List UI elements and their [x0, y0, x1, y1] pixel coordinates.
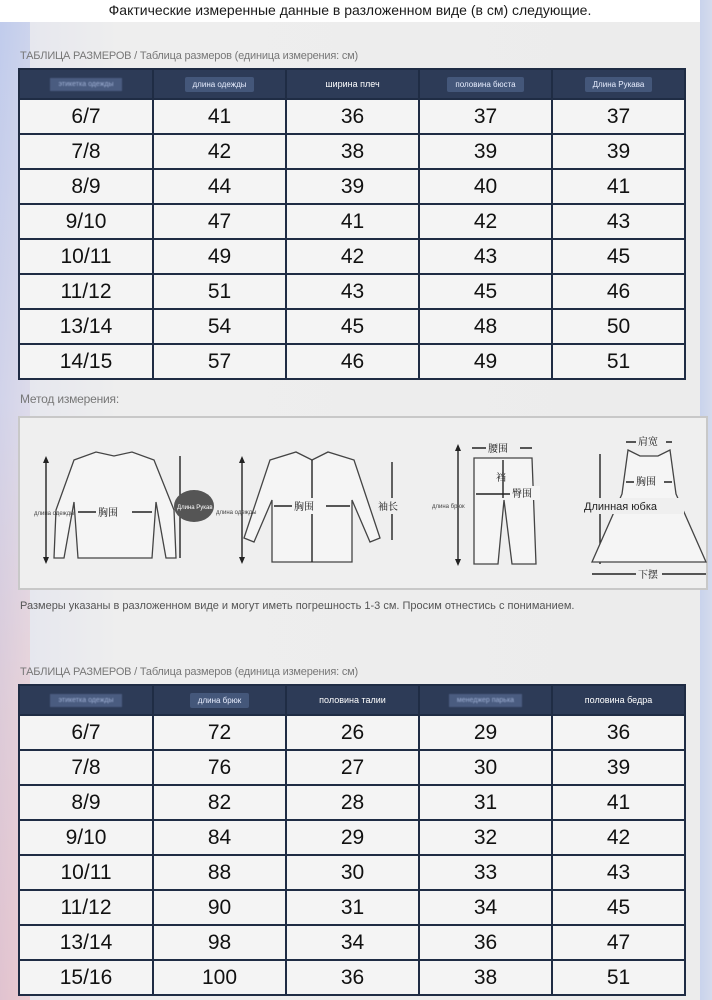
measurement-cell: 39	[419, 134, 552, 169]
measurement-cell: 30	[286, 855, 419, 890]
measurement-cell: 54	[153, 309, 286, 344]
table-row	[19, 785, 685, 820]
measurement-cell: 27	[286, 750, 419, 785]
svg-text:Длина Рукав: Длина Рукав	[177, 505, 213, 511]
svg-text:Длинная юбка: Длинная юбка	[584, 501, 658, 513]
header-cell: длина одежды	[153, 69, 286, 99]
measurement-cell: 29	[286, 820, 419, 855]
measurement-cell: 72	[153, 715, 286, 750]
measurement-cell: 28	[286, 785, 419, 820]
table-row	[19, 99, 685, 134]
size-label-cell: 9/10	[19, 204, 153, 239]
measurement-cell: 33	[419, 855, 552, 890]
measurement-cell: 26	[286, 715, 419, 750]
size-label-cell: 10/11	[19, 855, 153, 890]
tolerance-note: Размеры указаны в разложенном виде и могут иметь погрешность 1-3 см. Просим отнестись с пониманием.	[20, 600, 575, 612]
measurement-method-panel	[18, 416, 708, 590]
measurement-cell: 38	[419, 960, 552, 995]
table-row	[19, 715, 685, 750]
header-cell: половина талии	[286, 685, 419, 715]
pants-diagram	[432, 436, 552, 576]
measurement-cell: 88	[153, 855, 286, 890]
header-cell: менеджер парька	[419, 685, 552, 715]
measurement-cell: 29	[419, 715, 552, 750]
measurement-cell: 40	[419, 169, 552, 204]
measurement-cell: 30	[419, 750, 552, 785]
svg-text:胸围: 胸围	[98, 508, 118, 519]
measurement-cell: 100	[153, 960, 286, 995]
size-label-cell: 15/16	[19, 960, 153, 995]
header-cell: длина брюк	[153, 685, 286, 715]
measurement-cell: 42	[552, 820, 685, 855]
size-label-cell: 6/7	[19, 715, 153, 750]
measurement-cell: 51	[153, 274, 286, 309]
svg-text:длина одежды: длина одежды	[34, 511, 75, 517]
size-label-cell: 13/14	[19, 309, 153, 344]
table-row	[19, 925, 685, 960]
table-header-row	[19, 69, 685, 99]
measurement-cell: 38	[286, 134, 419, 169]
header-cell: половина бедра	[552, 685, 685, 715]
table-row	[19, 820, 685, 855]
measurement-cell: 36	[552, 715, 685, 750]
measurement-cell: 31	[419, 785, 552, 820]
measurement-cell: 32	[419, 820, 552, 855]
measurement-cell: 37	[552, 99, 685, 134]
shirt-diagram	[216, 440, 400, 570]
svg-text:下摆: 下摆	[638, 570, 658, 581]
measurement-cell: 48	[419, 309, 552, 344]
measurement-cell: 57	[153, 344, 286, 379]
size-label-cell: 14/15	[19, 344, 153, 379]
svg-text:胸围: 胸围	[294, 502, 314, 513]
size-label-cell: 8/9	[19, 785, 153, 820]
measurement-cell: 41	[552, 785, 685, 820]
measurement-cell: 37	[419, 99, 552, 134]
measurement-cell: 90	[153, 890, 286, 925]
size-label-cell: 10/11	[19, 239, 153, 274]
size-label-cell: 7/8	[19, 134, 153, 169]
measurement-cell: 39	[552, 134, 685, 169]
header-cell: этикетка одежды	[19, 69, 153, 99]
header-cell: половина бюста	[419, 69, 552, 99]
svg-text:腰围: 腰围	[488, 444, 508, 455]
table-row	[19, 274, 685, 309]
measurement-cell: 39	[552, 750, 685, 785]
svg-text:длина одежды: длина одежды	[216, 510, 257, 516]
measurement-cell: 98	[153, 925, 286, 960]
page-header: Фактические измеренные данные в разложенном виде (в см) следующие.	[0, 0, 700, 22]
header-cell: этикетка одежды	[19, 685, 153, 715]
measurement-cell: 45	[552, 239, 685, 274]
measurement-cell: 31	[286, 890, 419, 925]
table-row	[19, 309, 685, 344]
bottom-size-table	[18, 684, 686, 996]
svg-text:臀围: 臀围	[512, 489, 532, 500]
measurement-cell: 36	[286, 960, 419, 995]
measurement-cell: 47	[552, 925, 685, 960]
dress-diagram	[582, 428, 712, 588]
measurement-cell: 41	[552, 169, 685, 204]
table-row	[19, 750, 685, 785]
measurement-cell: 46	[286, 344, 419, 379]
size-label-cell: 7/8	[19, 750, 153, 785]
measurement-cell: 51	[552, 960, 685, 995]
top-size-table	[18, 68, 686, 380]
measurement-cell: 41	[286, 204, 419, 239]
svg-text:袖长: 袖长	[378, 502, 398, 513]
table-row	[19, 204, 685, 239]
measurement-cell: 43	[286, 274, 419, 309]
size-label-cell: 13/14	[19, 925, 153, 960]
svg-text:裆: 裆	[496, 473, 506, 484]
measurement-cell: 46	[552, 274, 685, 309]
measurement-cell: 45	[552, 890, 685, 925]
measurement-cell: 34	[286, 925, 419, 960]
table1-label: ТАБЛИЦА РАЗМЕРОВ / Таблица размеров (единица измерения: см)	[20, 50, 358, 62]
size-label-cell: 6/7	[19, 99, 153, 134]
measurement-cell: 50	[552, 309, 685, 344]
header-cell: Длина Рукава	[552, 69, 685, 99]
measurement-cell: 43	[552, 855, 685, 890]
measurement-cell: 42	[153, 134, 286, 169]
table-header-row	[19, 685, 685, 715]
measurement-cell: 51	[552, 344, 685, 379]
measurement-cell: 36	[419, 925, 552, 960]
size-label-cell: 11/12	[19, 274, 153, 309]
measurement-cell: 43	[552, 204, 685, 239]
header-cell: ширина плеч	[286, 69, 419, 99]
measurement-cell: 41	[153, 99, 286, 134]
measurement-cell: 44	[153, 169, 286, 204]
table-row	[19, 890, 685, 925]
measurement-cell: 45	[419, 274, 552, 309]
measurement-cell: 47	[153, 204, 286, 239]
measurement-cell: 42	[286, 239, 419, 274]
measurement-cell: 49	[419, 344, 552, 379]
size-label-cell: 9/10	[19, 820, 153, 855]
sweater-diagram	[34, 440, 213, 570]
measurement-cell: 42	[419, 204, 552, 239]
table2-label: ТАБЛИЦА РАЗМЕРОВ / Таблица размеров (единица измерения: см)	[20, 666, 358, 678]
measurement-cell: 39	[286, 169, 419, 204]
measurement-cell: 82	[153, 785, 286, 820]
size-label-cell: 8/9	[19, 169, 153, 204]
svg-text:胸围: 胸围	[636, 477, 656, 488]
measurement-cell: 45	[286, 309, 419, 344]
measurement-cell: 84	[153, 820, 286, 855]
table-row	[19, 960, 685, 995]
svg-text:肩宽: 肩宽	[638, 437, 658, 448]
measurement-cell: 49	[153, 239, 286, 274]
table-row	[19, 239, 685, 274]
table-row	[19, 344, 685, 379]
table-row	[19, 855, 685, 890]
measurement-cell: 43	[419, 239, 552, 274]
measurement-cell: 34	[419, 890, 552, 925]
table-row	[19, 169, 685, 204]
measurement-cell: 76	[153, 750, 286, 785]
svg-text:длина брюк: длина брюк	[432, 504, 465, 510]
measurement-cell: 36	[286, 99, 419, 134]
method-label: Метод измерения:	[20, 392, 119, 406]
table-row	[19, 134, 685, 169]
size-label-cell: 11/12	[19, 890, 153, 925]
